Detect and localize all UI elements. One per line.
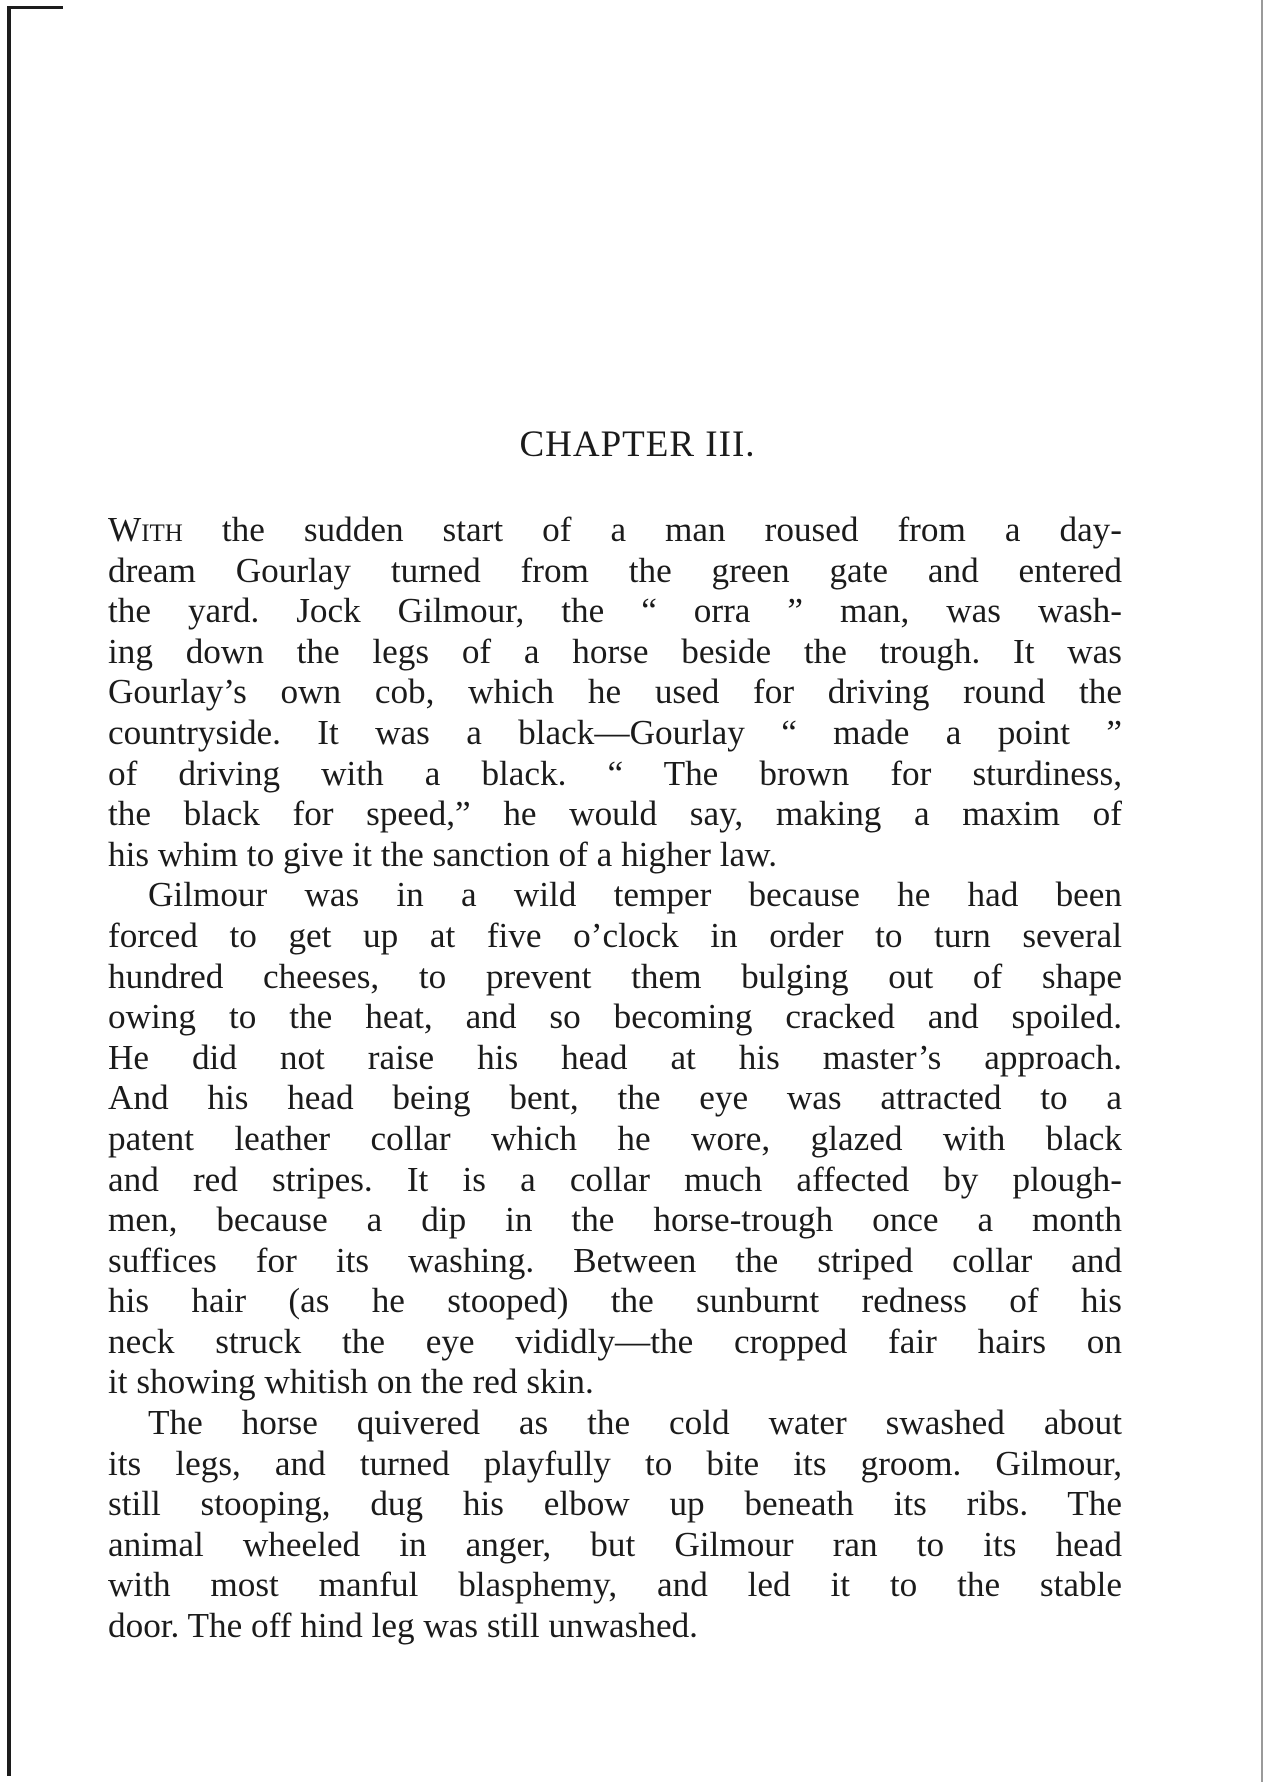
text-line: his hair (as he stooped) the sunburnt redness of his — [108, 1281, 1122, 1321]
text-line: He did not raise his head at his master’s approach. — [108, 1037, 1122, 1077]
paragraph-3 — [108, 1403, 1122, 1647]
text-line: and red stripes. It is a collar much affected by plough- — [108, 1159, 1122, 1199]
text-line: hundred cheeses, to prevent them bulging out of shape — [108, 956, 1122, 996]
paragraph-lead-word: With — [108, 510, 183, 549]
text-line: dream Gourlay turned from the green gate and entered — [108, 550, 1122, 590]
text-line: suffices for its washing. Between the striped collar and — [108, 1240, 1122, 1280]
text-line: owing to the heat, and so becoming cracked and spoiled. — [108, 997, 1122, 1037]
text-line: With the sudden start of a man roused from a day- — [108, 510, 1122, 549]
text-line: his whim to give it the sanction of a higher law. — [108, 834, 778, 874]
text-line: animal wheeled in anger, but Gilmour ran to its head — [108, 1524, 1122, 1564]
text-line: the black for speed,” he would say, making a maxim of — [108, 794, 1122, 834]
text-line: Gilmour was in a wild temper because he had been — [148, 875, 1122, 915]
text-line: forced to get up at five o’clock in order to turn several — [108, 915, 1122, 955]
text-line: with most manful blasphemy, and led it to the stable — [108, 1565, 1122, 1605]
text-line: men, because a dip in the horse-trough once a month — [108, 1200, 1122, 1240]
text-line: of driving with a black. “ The brown for sturdiness, — [108, 753, 1122, 793]
text-line: it showing whitish on the red skin. — [108, 1362, 594, 1402]
chapter-title: CHAPTER III. — [519, 424, 756, 465]
text-line: neck struck the eye vididly—the cropped fair hairs on — [108, 1321, 1122, 1361]
text-line: door. The off hind leg was still unwashed. — [108, 1606, 698, 1646]
chapter-body — [108, 510, 1122, 1647]
paragraph-2 — [108, 875, 1122, 1403]
paragraph-1 — [108, 510, 1122, 875]
text-line: its legs, and turned playfully to bite its groom. Gilmour, — [108, 1443, 1122, 1483]
text-line: patent leather collar which he wore, glazed with black — [108, 1118, 1122, 1158]
text-line: And his head being bent, the eye was attracted to a — [108, 1078, 1122, 1118]
text-line: still stooping, dug his elbow up beneath its ribs. The — [108, 1484, 1122, 1524]
text-line: countryside. It was a black—Gourlay “ made a point ” — [108, 712, 1122, 752]
text-line: The horse quivered as the cold water swashed about — [148, 1403, 1122, 1443]
text-line: ing down the legs of a horse beside the trough. It was — [108, 631, 1122, 671]
text-line: the yard. Jock Gilmour, the “ orra ” man, was wash- — [108, 591, 1122, 631]
text-line: Gourlay’s own cob, which he used for driving round the — [108, 672, 1122, 712]
